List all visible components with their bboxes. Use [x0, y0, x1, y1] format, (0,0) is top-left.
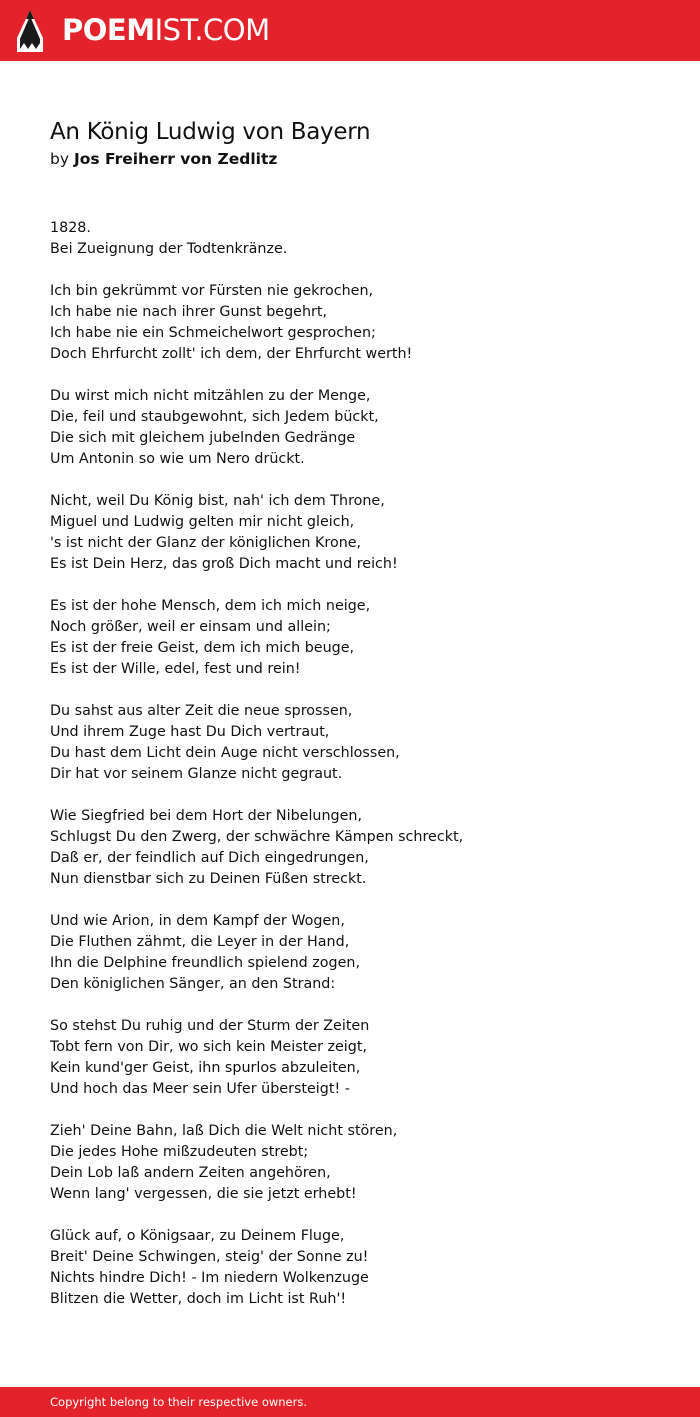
poem-body	[50, 218, 670, 1331]
brand-strong: POEM	[62, 13, 155, 47]
poem-line: Dir hat vor seinem Glanze nicht gegraut.	[50, 766, 343, 782]
poem-stanza	[50, 491, 670, 575]
poem-title: An König Ludwig von Bayern	[50, 119, 371, 145]
poem-line: Schlugst Du den Zwerg, der schwächre Kämpen schreckt,	[50, 829, 464, 845]
poem-line: Du sahst aus alter Zeit die neue sprossen,	[50, 703, 353, 719]
poem-line: Du wirst mich nicht mitzählen zu der Menge,	[50, 388, 371, 404]
poem-line: Um Antonin so wie um Nero drückt.	[50, 451, 305, 467]
poem-line: 's ist nicht der Glanz der königlichen Krone,	[50, 535, 362, 551]
poem-line: Glück auf, o Königsaar, zu Deinem Fluge,	[50, 1228, 345, 1244]
copyright-text: Copyright belong to their respective owners.	[50, 1395, 308, 1409]
poem-stanza	[50, 1121, 670, 1205]
poem-line: Tobt fern von Dir, wo sich kein Meister zeigt,	[50, 1039, 367, 1055]
poem-line: Ihn die Delphine freundlich spielend zogen,	[50, 955, 361, 971]
poem-line: Kein kund'ger Geist, ihn spurlos abzuleiten,	[50, 1060, 361, 1076]
site-footer	[0, 1387, 700, 1417]
author-name: Jos Freiherr von Zedlitz	[73, 150, 278, 168]
poem-line: Ich habe nie ein Schmeichelwort gesprochen;	[50, 325, 376, 341]
site-logo-text[interactable]	[62, 12, 270, 48]
poem-stanza	[50, 1226, 670, 1310]
poem-line: Blitzen die Wetter, doch im Licht ist Ruh'!	[50, 1291, 347, 1307]
poem-line: Wenn lang' vergessen, die sie jetzt erhebt!	[50, 1186, 357, 1202]
poem-stanza	[50, 701, 670, 785]
poem-line: Den königlichen Sänger, an den Strand:	[50, 976, 336, 992]
poem-stanza	[50, 911, 670, 995]
poem-line: Dein Lob laß andern Zeiten angehören,	[50, 1165, 331, 1181]
poem-line: Die jedes Hohe mißzudeuten strebt;	[50, 1144, 309, 1160]
poem-stanza	[50, 806, 670, 890]
poem-line: Du hast dem Licht dein Auge nicht verschlossen,	[50, 745, 400, 761]
by-label: by	[50, 150, 70, 168]
poem-line: Zieh' Deine Bahn, laß Dich die Welt nicht stören,	[50, 1123, 398, 1139]
poem-line: Und ihrem Zuge hast Du Dich vertraut,	[50, 724, 330, 740]
poem-stanza	[50, 1016, 670, 1100]
poem-line: Breit' Deine Schwingen, steig' der Sonne zu!	[50, 1249, 369, 1265]
poem-line: Doch Ehrfurcht zollt' ich dem, der Ehrfurcht werth!	[50, 346, 413, 362]
poem-line: Nicht, weil Du König bist, nah' ich dem Throne,	[50, 493, 385, 509]
poem-line: Noch größer, weil er einsam und allein;	[50, 619, 331, 635]
poem-line: Und wie Arion, in dem Kampf der Wogen,	[50, 913, 345, 929]
poem-line: Wie Siegfried bei dem Hort der Nibelungen,	[50, 808, 363, 824]
poem-line: 1828.	[50, 220, 91, 236]
poem-stanza	[50, 596, 670, 680]
poem-line: Es ist der Wille, edel, fest und rein!	[50, 661, 301, 677]
poem-line: Ich bin gekrümmt vor Fürsten nie gekrochen,	[50, 283, 374, 299]
poem-line: Und hoch das Meer sein Ufer übersteigt! -	[50, 1081, 350, 1097]
poem-line: Die sich mit gleichem jubelnden Gedränge	[50, 430, 356, 446]
poem-line: So stehst Du ruhig und der Sturm der Zeiten	[50, 1018, 370, 1034]
poem-line: Die, feil und staubgewohnt, sich Jedem bückt,	[50, 409, 379, 425]
poem-stanza	[50, 281, 670, 365]
poem-line: Die Fluthen zähmt, die Leyer in der Hand,	[50, 934, 350, 950]
brand-light: IST.COM	[154, 13, 270, 47]
poem-line: Bei Zueignung der Todtenkränze.	[50, 241, 288, 257]
poem-stanza	[50, 218, 670, 260]
poem-line: Nichts hindre Dich! - Im niedern Wolkenzuge	[50, 1270, 369, 1286]
site-header	[0, 0, 700, 61]
poem-line: Es ist Dein Herz, das groß Dich macht und reich!	[50, 556, 398, 572]
poem-line: Es ist der hohe Mensch, dem ich mich neige,	[50, 598, 371, 614]
poem-stanza	[50, 386, 670, 470]
poem-line: Daß er, der feindlich auf Dich eingedrungen,	[50, 850, 369, 866]
pencil-tip-icon[interactable]	[17, 10, 43, 52]
poem-line: Nun dienstbar sich zu Deinen Füßen streckt.	[50, 871, 367, 887]
byline	[50, 148, 277, 170]
poem-line: Miguel und Ludwig gelten mir nicht gleich,	[50, 514, 355, 530]
poem-line: Es ist der freie Geist, dem ich mich beuge,	[50, 640, 355, 656]
poem-line: Ich habe nie nach ihrer Gunst begehrt,	[50, 304, 328, 320]
